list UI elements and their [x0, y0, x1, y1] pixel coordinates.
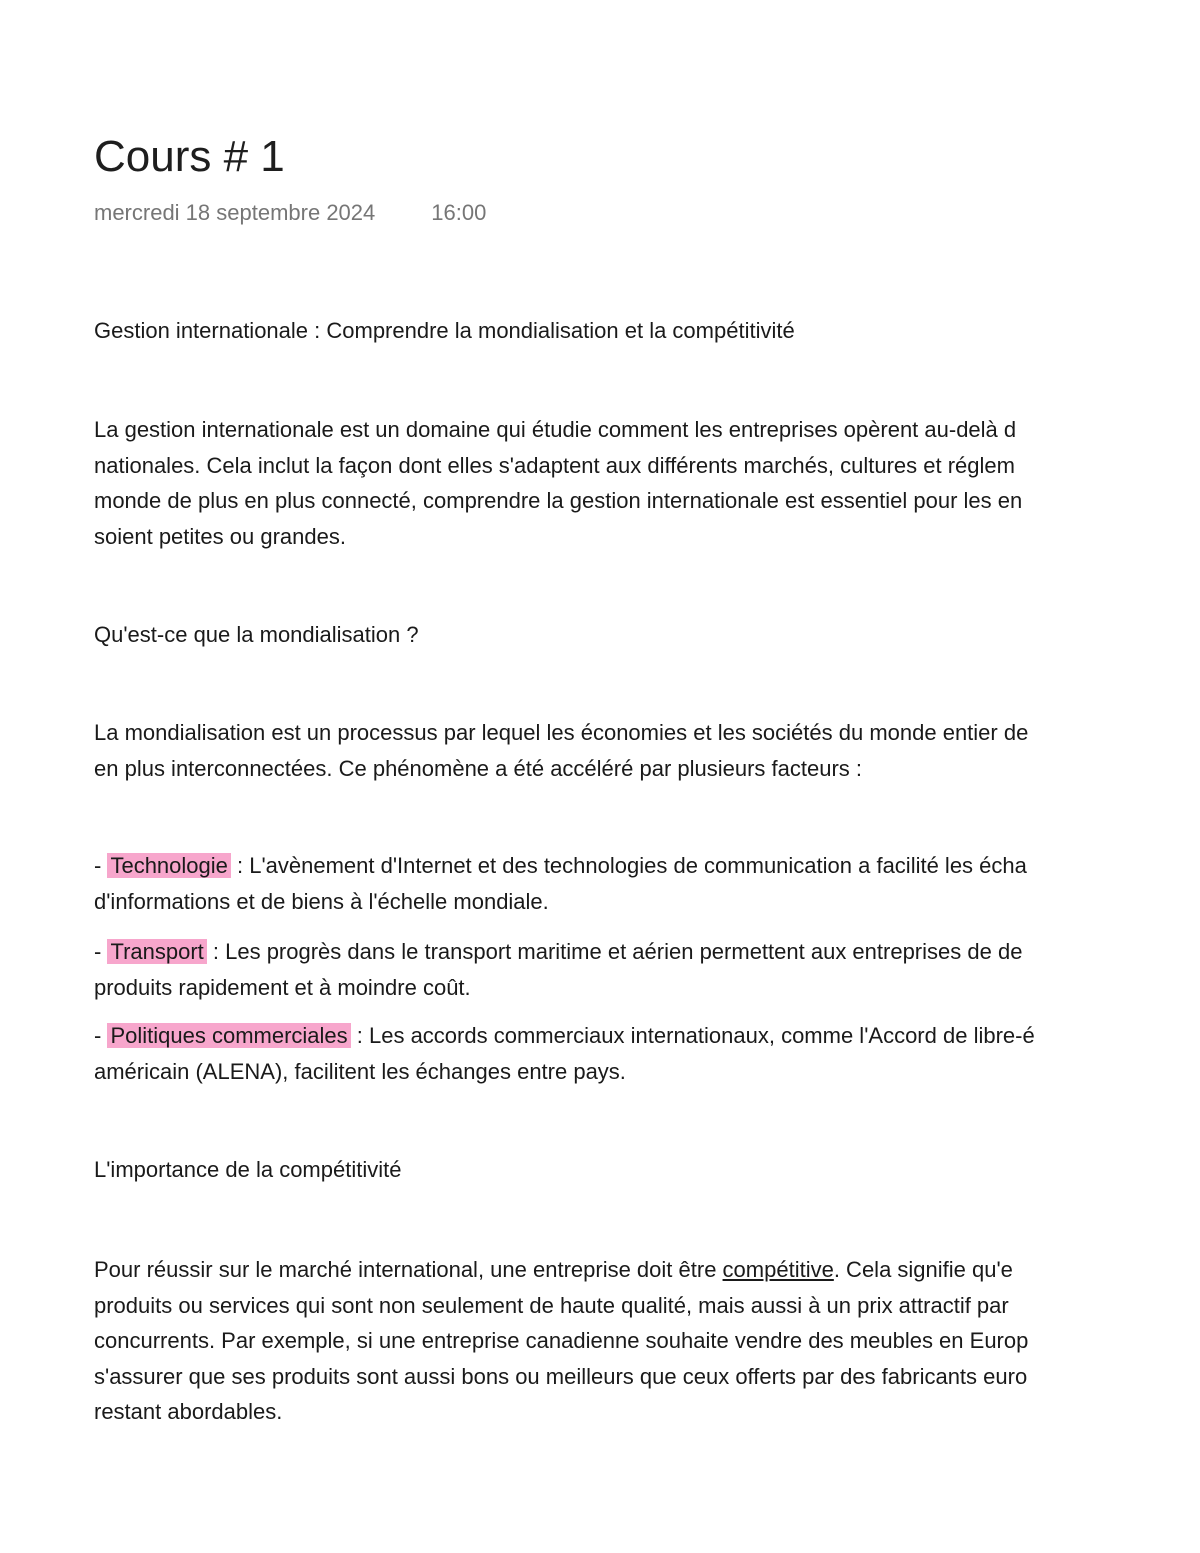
- paragraph-line: restant abordables.: [94, 1399, 283, 1424]
- bullet-dash: -: [94, 853, 108, 878]
- paragraph-line: en plus interconnectées. Ce phénomène a été accéléré par plusieurs facteurs :: [94, 755, 863, 781]
- competitiveness-paragraph: [94, 1252, 1028, 1430]
- globalization-paragraph: [94, 715, 1028, 786]
- paragraph-line: s'assurer que ses produits sont aussi bons ou meilleurs que ceux offerts par des fabricants euro: [94, 1363, 1028, 1389]
- heading-mondialisation: Qu'est-ce que la mondialisation ?: [94, 622, 419, 647]
- highlighted-term: Transport: [107, 939, 206, 964]
- factor-line: [94, 934, 1022, 970]
- factor-description: : L'avènement d'Internet et des technologies de communication a facilité les écha: [230, 853, 1027, 878]
- text-run: . Cela signifie qu'e: [833, 1257, 1013, 1282]
- paragraph-line: concurrents. Par exemple, si une entreprise canadienne souhaite vendre des meubles en Europ: [94, 1328, 1029, 1353]
- factor-line: [94, 848, 1027, 884]
- page-date: mercredi 18 septembre 2024: [94, 200, 376, 225]
- paragraph-line: monde de plus en plus connecté, comprendre la gestion internationale est essentiel pour les en: [94, 488, 1023, 513]
- factor-line: [94, 1018, 1035, 1054]
- intro-paragraph: [94, 412, 1022, 554]
- paragraph-line: nationales. Cela inclut la façon dont elles s'adaptent aux différents marchés, cultures et réglem: [94, 452, 1015, 478]
- text-run: Pour réussir sur le marché international, une entreprise doit être: [94, 1257, 723, 1282]
- highlighted-term: Politiques commerciales: [107, 1023, 350, 1048]
- factor-description: : Les progrès dans le transport maritime et aérien permettent aux entreprises de de: [206, 939, 1023, 964]
- paragraph-line: produits ou services qui sont non seulement de haute qualité, mais aussi à un prix attractif par: [94, 1292, 1009, 1318]
- factor-item-transport: [94, 934, 1022, 1005]
- factor-item-politiques: [94, 1018, 1035, 1089]
- bullet-dash: -: [94, 939, 108, 964]
- factor-description: : Les accords commerciaux internationaux, comme l'Accord de libre-é: [350, 1023, 1035, 1048]
- factor-line: produits rapidement et à moindre coût.: [94, 974, 471, 1000]
- paragraph-line: La mondialisation est un processus par lequel les économies et les sociétés du monde entier de: [94, 720, 1029, 745]
- paragraph-line: soient petites ou grandes.: [94, 523, 346, 549]
- paragraph-line: [94, 1252, 1028, 1288]
- underlined-term: compétitive: [722, 1257, 834, 1282]
- highlighted-term: Technologie: [107, 853, 230, 878]
- page-title[interactable]: Cours # 1: [94, 132, 285, 181]
- heading-competitivite: L'importance de la compétitivité: [94, 1157, 402, 1182]
- factor-line: américain (ALENA), facilitent les échanges entre pays.: [94, 1058, 626, 1084]
- factor-line: d'informations et de biens à l'échelle mondiale.: [94, 888, 549, 914]
- page-time: 16:00: [431, 200, 487, 225]
- bullet-dash: -: [94, 1023, 108, 1048]
- heading-gestion-internationale: Gestion internationale : Comprendre la mondialisation et la compétitivité: [94, 318, 795, 343]
- factor-item-technologie: [94, 848, 1027, 919]
- paragraph-line: La gestion internationale est un domaine qui étudie comment les entreprises opèrent au-delà d: [94, 417, 1017, 442]
- page-meta: [94, 200, 486, 226]
